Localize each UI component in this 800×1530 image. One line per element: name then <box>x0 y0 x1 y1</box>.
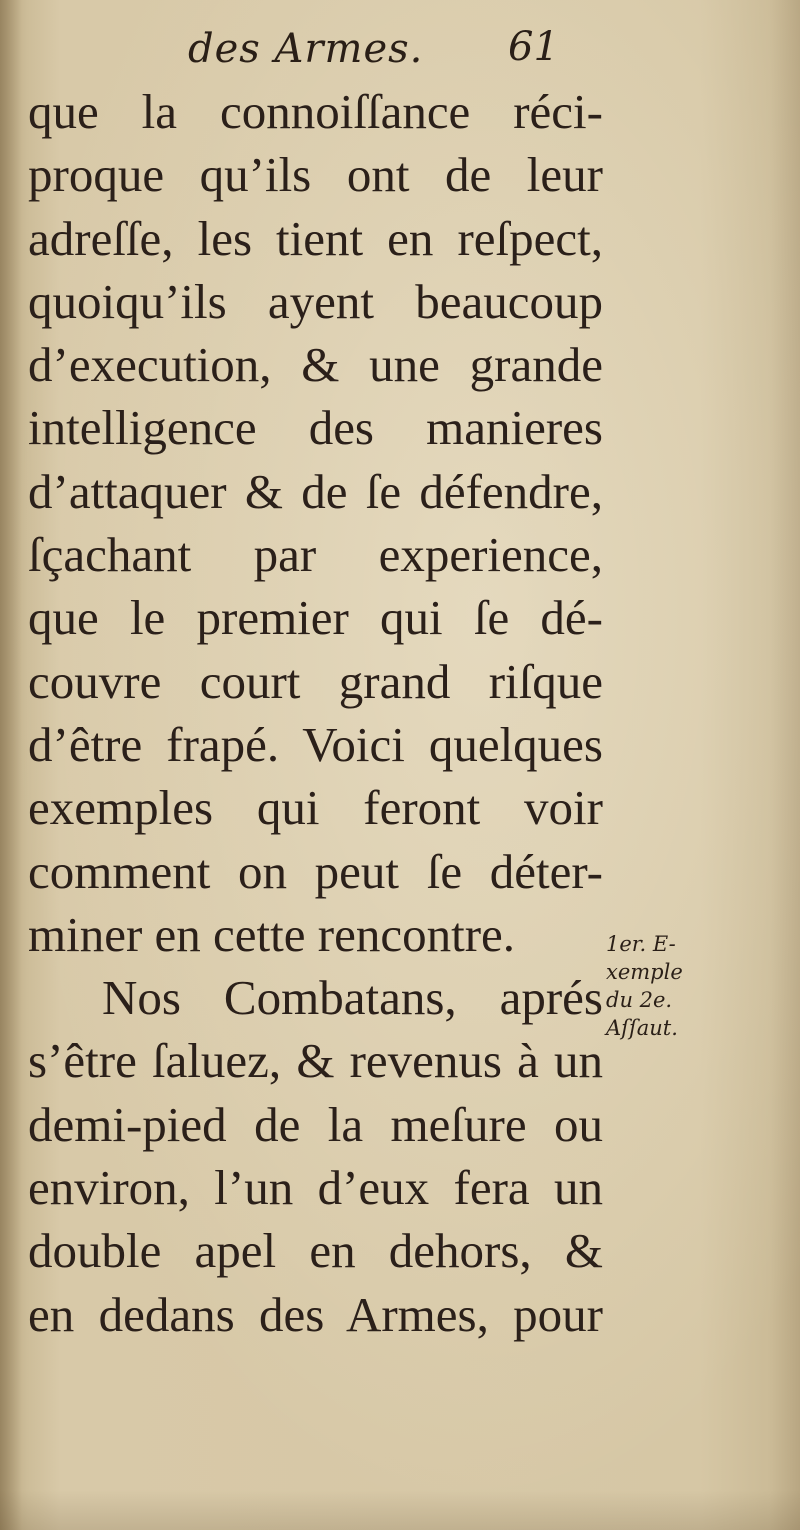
text-line: s’être ſaluez, & revenus à un <box>28 1033 603 1089</box>
text-line: miner en cette rencontre. <box>28 906 516 962</box>
text-line: Nos Combatans, aprés <box>102 970 603 1026</box>
text-line: d’être frapé. Voici quelques <box>28 716 603 772</box>
text-line: quoiqu’ils ayent beaucoup <box>28 273 603 329</box>
marginal-note-line: xemple <box>606 960 683 984</box>
body-text <box>28 80 603 1346</box>
text-line: comment on peut ſe déter- <box>28 843 603 899</box>
marginal-note-line: 1er. E- <box>606 932 676 956</box>
page-bottom-shadow <box>0 1490 800 1530</box>
gutter-shadow <box>0 0 22 1530</box>
text-line: adreſſe, les tient en reſpect, <box>28 210 603 266</box>
text-line: que le premier qui ſe dé- <box>28 590 603 646</box>
text-line: d’execution, & une grande <box>28 337 603 393</box>
text-line: intelligence des manieres <box>28 400 603 456</box>
running-head <box>0 18 800 88</box>
running-head-title: des Armes. <box>188 26 424 72</box>
text-line: environ, l’un d’eux fera un <box>28 1160 603 1216</box>
text-line: ſçachant par experience, <box>28 527 603 583</box>
text-line: couvre court grand riſque <box>28 653 603 709</box>
text-line: double apel en dehors, & <box>28 1223 603 1279</box>
marginal-note <box>606 930 716 1042</box>
page-number: 61 <box>508 24 559 70</box>
text-line: exemples qui feront voir <box>28 780 603 836</box>
text-line: en dedans des Armes, pour <box>28 1286 603 1342</box>
text-line: d’attaquer & de ſe défendre, <box>28 463 603 519</box>
marginal-note-line: Aſſaut. <box>606 1016 678 1040</box>
text-line: proque qu’ils ont de leur <box>28 147 603 203</box>
text-line: que la connoiſſance réci- <box>28 84 603 139</box>
text-line: demi-pied de la meſure ou <box>28 1096 603 1152</box>
marginal-note-line: du 2e. <box>606 988 673 1012</box>
